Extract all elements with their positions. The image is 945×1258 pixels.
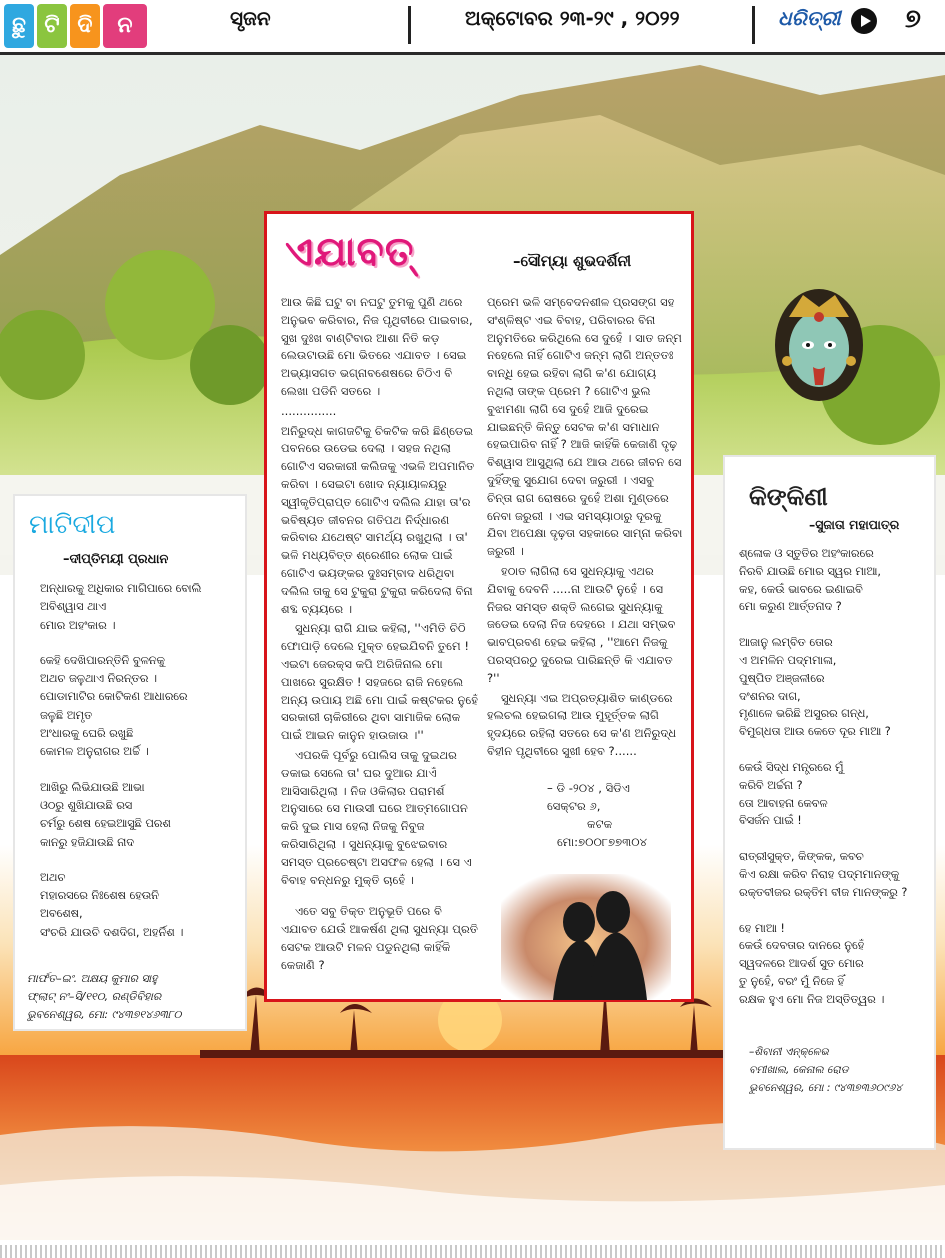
poem-line: ଚର୍ମରୁ ଶେଷ ହେଇଆସୁଛି ପରଶ — [40, 817, 171, 831]
poem-line: କିଏ ରକ୍ଷା କରିବ ନିରାହ ପଦ୍ମମାନଙ୍କୁ — [739, 867, 900, 881]
logo-tile: ଟି — [37, 4, 67, 48]
poem-line: ମୋ କରୁଣ ଆର୍ତ୍ତନାଦ ? — [739, 600, 842, 614]
story-title: ଏଯାବତ୍ — [285, 228, 415, 275]
poem-author: –ଦୀପ୍ତିମୟୀ ପ୍ରଧାନ — [63, 552, 169, 567]
poem-line: ପୁଷ୍ପିତ ଅଞ୍ଜଳୀରେ — [739, 671, 825, 685]
poem-line: କେହି ଦେଖିପାରନ୍ତିନି ବୁଳନକୁ — [40, 653, 165, 667]
stanza — [40, 652, 245, 762]
paragraph: ଏପରକି ପୂର୍ବରୁ ପୋଲିସ ତାକୁ ଦୁଇଥର ଡକାଇ ସେଲେ ତା' ଘର ଦୁଆର ଯାଏଁ ଆସିସାରିଥିଲା । ନିଜ ଓକିଲାର ପରାମର୍ଶ ଅନୁସାରେ ସେ ମାଉସୀ ଘରେ ଆତ୍ମଗୋପନ କରି ଦୁଇ ମାସ ହେଲା ନିଜକୁ ନିବୁଜ କରିସାରିଥିଲା । ସୁଧନ୍ୟାକୁ ବୁଝେଇବାର ସମସ୍ତ ପ୍ରଚେଷ୍ଟା ଅସଫଳ ହେଲା । ସେ ଏ ବିବାହ ବନ୍ଧନରୁ ମୁକ୍ତି ଚାହେଁ । — [281, 747, 472, 887]
poem-line: ଅଥଚ — [40, 870, 66, 884]
issue-date: ଅକ୍ଟୋବର ୨୩-୨୯ , ୨୦୨୨ — [465, 6, 680, 30]
poem-line: ହେ ମାଆ ! — [739, 921, 785, 935]
paragraph: ଏତେ ସବୁ ତିକ୍ତ ଅନୁଭୂତି ପରେ ବି ଏଯାବତ ଯେଉଁ ଆକର୍ଷଣ ଥିଲା ସୁଧନ୍ୟା ପ୍ରତି ସେଟକ ଆଉଟି ମଳନ ପଡୁନଥିଲା କାହିଁକି କେଜାଣି ? — [281, 904, 479, 972]
poem-body — [739, 545, 935, 1027]
poem-line: ସଂଚରି ଯାଉଚି ଦଶଦିଗ, ଅହର୍ନିଶ । — [40, 925, 184, 939]
poem-line: ରାତ୍ରୀସୁକ୍ତ, କିଙ୍କକ, କବଚ — [739, 850, 864, 864]
address-line: – ଡି -୨୦୪ , ସିଡିଏ ସେକ୍ଟର ୬, — [547, 781, 630, 813]
story-column-1 — [281, 294, 479, 976]
divider — [408, 6, 411, 44]
brand-logo: ଧରିତ୍ରୀ — [778, 6, 841, 30]
logo-tile: ଦି — [70, 4, 100, 48]
story-author: –ସୌମ୍ୟା ଶୁଭଦର୍ଶିନୀ — [513, 252, 632, 270]
poem-line: ରକ୍ତବୀଜର ରକ୍ତିମ ବୀଜ ମାନଙ୍କରୁ ? — [739, 885, 908, 899]
poem-line: ଶ୍ଳୋକ ଓ ସ୍ତୁତିର ଅହଂକାରରେ — [739, 547, 874, 560]
separator: ............... — [281, 403, 337, 418]
paragraph: ସୁଧନ୍ୟା ରାଗି ଯାଇ କହିଲା, ''ଏମିତି ଚିଠି ଫୋପାଡ଼ି ଦେଲେ ମୁକ୍ତ ହେଇଯିବନି ତୁମେ ! ଏଇଟା ଜେରକ୍ସ କପି ଅରିଜିନାଲ ମୋ ପାଖରେ ସୁରକ୍ଷିତ ! ସହଜରେ ରାଜି ନହେଲେ ଅନ୍ୟ ଉପାୟ ଅଛି ମୋ ପାଇଁ କଷ୍ଟକର ନୁହେଁ ସରକାରୀ ଚାକିରୀରେ ଥିବା ସାମାଜିକ ଲୋକ ପାଇଁ ଆଇନ କାନୁନ ହାଉଜାଉ ।'' — [281, 621, 479, 743]
address-line: ମୋ:୭୦୦୮୭୭୩୦୪ — [557, 835, 648, 849]
address-line: –ଶିବାନୀ ଏନ୍‌କ୍ଳେଭ — [749, 1046, 829, 1058]
poem-line: କାନରୁ ହଜିଯାଉଛି ନାଦ — [40, 835, 134, 849]
address-line: ବମୀଖାଲ, କେନାଲ ରୋଡ — [749, 1064, 849, 1076]
poem-line: ଆଖିରୁ ଲିଭିଯାଉଛି ଆଭା — [40, 780, 145, 794]
poem-line: ପୋଡାମାଟିର କୋଟିକଣ ଆଧାରରେ — [40, 690, 188, 704]
couple-silhouette-image — [501, 874, 671, 1000]
author-address — [547, 779, 657, 851]
address-line: ଭୁବନେଶ୍ୱର, ମୋ: ୯୪୩୭୧୪୬୩୮୦ — [27, 1008, 182, 1021]
poem-line: ଅବିଶ୍ୱାସ ଥାଏ — [40, 600, 107, 614]
poem-title: ମାଟିଦୀପ — [29, 510, 116, 540]
poem-line: ବିସର୍ଜନ ପାଇଁ ! — [739, 814, 802, 828]
poem-line: ମୋର ଅହଂକାର । — [40, 618, 116, 632]
paragraph: ଆଉ କିଛି ଘଟୁ ବା ନଘଟୁ ତୁମକୁ ପୁଣି ଥରେ ଅନୁଭବ କରିବାର, ନିଜ ପୃଥିବୀରେ ପାଇବାର, ସୁଖ ଦୁଃଖ ବାଣ୍ଟିବାର ଆଶା ନିତି କଡ଼ ଲେଉଟାଉଛି ମୋ ଭିତରେ ଏଯାବତ । ସେଇ ଅଭ୍ୟାସଗତ ଭଗ୍ନାବଶେଷରେ ଚିଠିଏ ବି ଲେଖା ପଡିନି ସତରେ । — [281, 295, 473, 398]
divider — [752, 6, 755, 44]
poem-line: ସ୍ୱଦଳରେ ଆଦର୍ଶ ସୁତ ମୋର — [739, 957, 864, 971]
stanza — [739, 848, 935, 901]
poem-line: ଏ ଅମଳିନ ପଦ୍ମମାଳା, — [739, 653, 837, 667]
poem-line: ମହାରସରେ ନିଃଶେଷ ହେଉନି — [40, 889, 159, 903]
poem-line: ନିରବି ଯାଉଛି ମୋର ସ୍ୱର ମାଆ, — [739, 564, 881, 578]
address-line: ଭୁବନେଶ୍ୱର, ମୋ : ୯୪୩୭୩୬୦୯୬୪ — [749, 1082, 902, 1094]
poem-line: ଅଥଚ ଜଳୁଥାଏ ନିରନ୍ତର । — [40, 672, 157, 686]
paragraph: ପ୍ରେମ ଭଳି ସମ୍ବେଦନଶୀଳ ପ୍ରସଙ୍ଗ ସହ ସଂଶ୍ଳିଷ୍ଟ ଏଇ ବିବାହ, ପରିବାରର ବିନା ଅନୁମତିରେ କରିଥିଲେ ସେ ଦୁହେଁ । ସାତ ଜନ୍ମ ନହେଲେ ନାହିଁ ଗୋଟିଏ ଜନ୍ମ ଲାଗି ଅନ୍ତତଃ ବାନ୍ଧି ହେଇ ରହିବା ଲାଗି କ'ଣ ଯୋଗ୍ୟ ନଥିଲା ତାଙ୍କ ପ୍ରେମ ? ଗୋଟିଏ ଭୁଲ ବୁଝାମଣା ଲାଗି ସେ ଦୁହେଁ ଆଜି ଦୁରେଇ ଯାଇଛନ୍ତି କିନ୍ତୁ ସେଟକ କ'ଣ ସମାଧାନ ହେଇପାରିବ ନାହିଁ ? ଆଜି କାହିଁକି କେଜାଣି ଦୃଢ଼ ବିଶ୍ୱାସ ଆସୁଥିଲା ଯେ ଆଉ ଥରେ ଜୀବନ ସେ ଦୁହିଁଙ୍କୁ ସୁଯୋଗ ଦେବା ଜରୁରୀ । ଏସବୁ ଚିନ୍ତା ରାଗ ରୋଷରେ ଦୁହେଁ ଅଶା ମୁଣ୍ଡରେ ନେବା ଜରୁରୀ । ଏଇ ସମସ୍ୟାଠାରୁ ଦୂରକୁ ଯିବା ଅପେକ୍ଷା ଦୃଢ଼ତା ସହକାରେ ସାମ୍ନା କରିବା ଜରୁରୀ । — [487, 295, 683, 559]
poem-line: ତୁ ନୁହେଁ, ବରଂ ମୁଁ ନିଜେ ହିଁ — [739, 974, 845, 988]
poem-line: କେଉଁ ସିଦ୍ଧ ମନ୍ତ୍ରରେ ମୁଁ — [739, 760, 844, 774]
page-number: ୭ — [905, 4, 921, 34]
poem-line: ତୋ ଆବାହନା କେବଳ — [739, 796, 828, 810]
logo-tile: ଛୁ — [4, 4, 34, 48]
left-poem-panel — [13, 494, 247, 1031]
poem-line: ଦଂଶନର ଦାଗ, — [739, 689, 801, 703]
stanza — [739, 545, 935, 616]
footer-strip — [0, 1245, 945, 1258]
poem-line: କରିବି ଅର୍ଚ୍ଚନା ? — [739, 778, 803, 792]
poem-line: ବିମୁଗ୍ଧତା ଆଉ କେତେ ଦୂର ମାଆ ? — [739, 725, 891, 739]
logo-tile: ନ — [103, 4, 147, 48]
story-column-2 — [487, 294, 683, 763]
poem-line: ଆଜାନୁ ଲମ୍ବିତ ତୋର — [739, 636, 833, 650]
paragraph: ସୁଧନ୍ୟା ଏଇ ଅପ୍ରତ୍ୟାଶିତ କାଣ୍ଡରେ ହଲଚଲ ହେଇଗଲା ଆଉ ମୁହୂର୍ତ୍ତକ ଲାଗି ହୃଦୟରେ ରହିଲା ସତରେ ସେ କ'ଣ ଅନିରୁଦ୍ଧ ବିହୀନ ପୃଥିବୀରେ ସୁଖୀ ହେବ ?...... — [487, 690, 677, 758]
stanza — [40, 869, 245, 942]
poem-line: ଅନ୍ଧାରକୁ ଅଧିକାର ମାଗିପାରେ ବୋଲି — [40, 582, 202, 595]
poem-title: କିଙ୍କିଣୀ — [749, 483, 828, 511]
poet-address — [749, 1043, 934, 1097]
stanza — [40, 779, 245, 852]
paragraph: ଅନିରୁଦ୍ଧ କାଗଜଟିକୁ ଚିକଟିକ କରି ଛିଣ୍ଡେଇ ପବନରେ ଉଡେଇ ଦେଲା । ସହଜ ନଥିଲା ଗୋଟିଏ ସରକାରୀ କଲିଜକୁ ଏଭଳି ଅପମାନିତ କରିବା । ସେଇଟା ଖୋଦ ନ୍ୟାୟାଳୟରୁ ସ୍ୱୀକୃତିପ୍ରାପ୍ତ ଗୋଟିଏ ଦଲିଲ ଯାହା ତା'ର ଭବିଷ୍ୟତ ଜୀବନର ଗତିପଥ ନିର୍ଦ୍ଧାରଣ କରିବାର ଯଥେଷ୍ଟ ସାମର୍ଥ୍ୟ ରଖୁଥିଲା । ତା' ଭଳି ମଧ୍ୟବିତ୍ତ ଶ୍ରେଣୀର ଲୋକ ପାଇଁ ଗୋଟିଏ ଭୟଙ୍କର ଦୁଃସମ୍ବାଦ ଧରିଥିବା ଦଲିଲ ତାକୁ ସେ ଟୁକୁରା ଟୁକୁରା କରିଦେଲା ବିନା ଶବ୍ଦ ବ୍ୟୟରେ । — [281, 423, 475, 616]
poem-author: –ସୁଜାତା ମହାପାତ୍ର — [809, 517, 900, 532]
poem-line: କୋମଳ ଅନୁରାଗର ଅର୍ଚ୍ଚି । — [40, 745, 149, 759]
poem-line: ରକ୍ଷକ ହୁଏ ମୋ ନିଜ ଅସ୍ତିତ୍ୱର । — [739, 992, 885, 1006]
poem-line: ଜଳୁଛି ଅମୃତ — [40, 708, 93, 722]
address-line: ମାର୍ଫତ–ଇଂ. ଅକ୍ଷୟ କୁମାର ସାହୁ — [27, 972, 158, 985]
stanza — [739, 634, 935, 741]
section-name: ସୃଜନ — [230, 6, 271, 30]
poet-address — [27, 970, 242, 1024]
poem-line: ଓଠରୁ ଶୁଖିଯାଉଛି ରସ — [40, 798, 133, 812]
stanza — [40, 580, 245, 635]
poem-body — [40, 580, 245, 959]
poem-line: ଅଂଧାରକୁ ଘେରି ରଖୁଛି — [40, 727, 134, 741]
paragraph: ହଠାତ ଲାଗିଲା ସେ ସୁଧନ୍ୟାକୁ ଏଥର ଯିବାକୁ ଦେବନି .....ନା ଆଉଟି ନୁହେଁ । ସେ ନିଜର ସମସ୍ତ ଶକ୍ତି ଲଗେଇ ସୁଧନ୍ୟାକୁ ଜଡେଇ ଦେଲା ନିଜ ଦେହରେ । ଯଥା ସମ୍ଭବ ଭାବପ୍ରବଣ ହେଇ କହିଲା , ''ଆମେ ନିଜକୁ ପରସ୍ପରଠୁ ଦୁରେଇ ପାରିଛନ୍ତି କି ଏଯାବତ ?'' — [487, 563, 676, 685]
play-icon — [851, 8, 877, 34]
address-line: କଟକ — [587, 817, 613, 831]
poem-line: ମୃଣାଳେ ଭରିଛି ଅସୁରର ଗନ୍ଧ, — [739, 707, 869, 721]
main-story-panel — [264, 211, 694, 1002]
poem-line: କହ, କେଉଁ ଭାବରେ ଇଣାଇବି — [739, 582, 863, 596]
stanza — [739, 759, 935, 830]
masthead — [0, 0, 945, 55]
right-poem-panel — [723, 455, 936, 1150]
address-line: ଫ୍ଲାଟ୍ ନଂ–ସି/୧୧୦, ରଣ୍ଡିବିହାର — [27, 990, 162, 1003]
poem-line: ଅବଶେଷ, — [40, 907, 83, 921]
stanza — [739, 920, 935, 1009]
poem-line: କେଉଁ ଦେବତାର ଦାନରେ ନୁହେଁ — [739, 939, 865, 953]
goddess-kali-illustration — [773, 287, 865, 405]
